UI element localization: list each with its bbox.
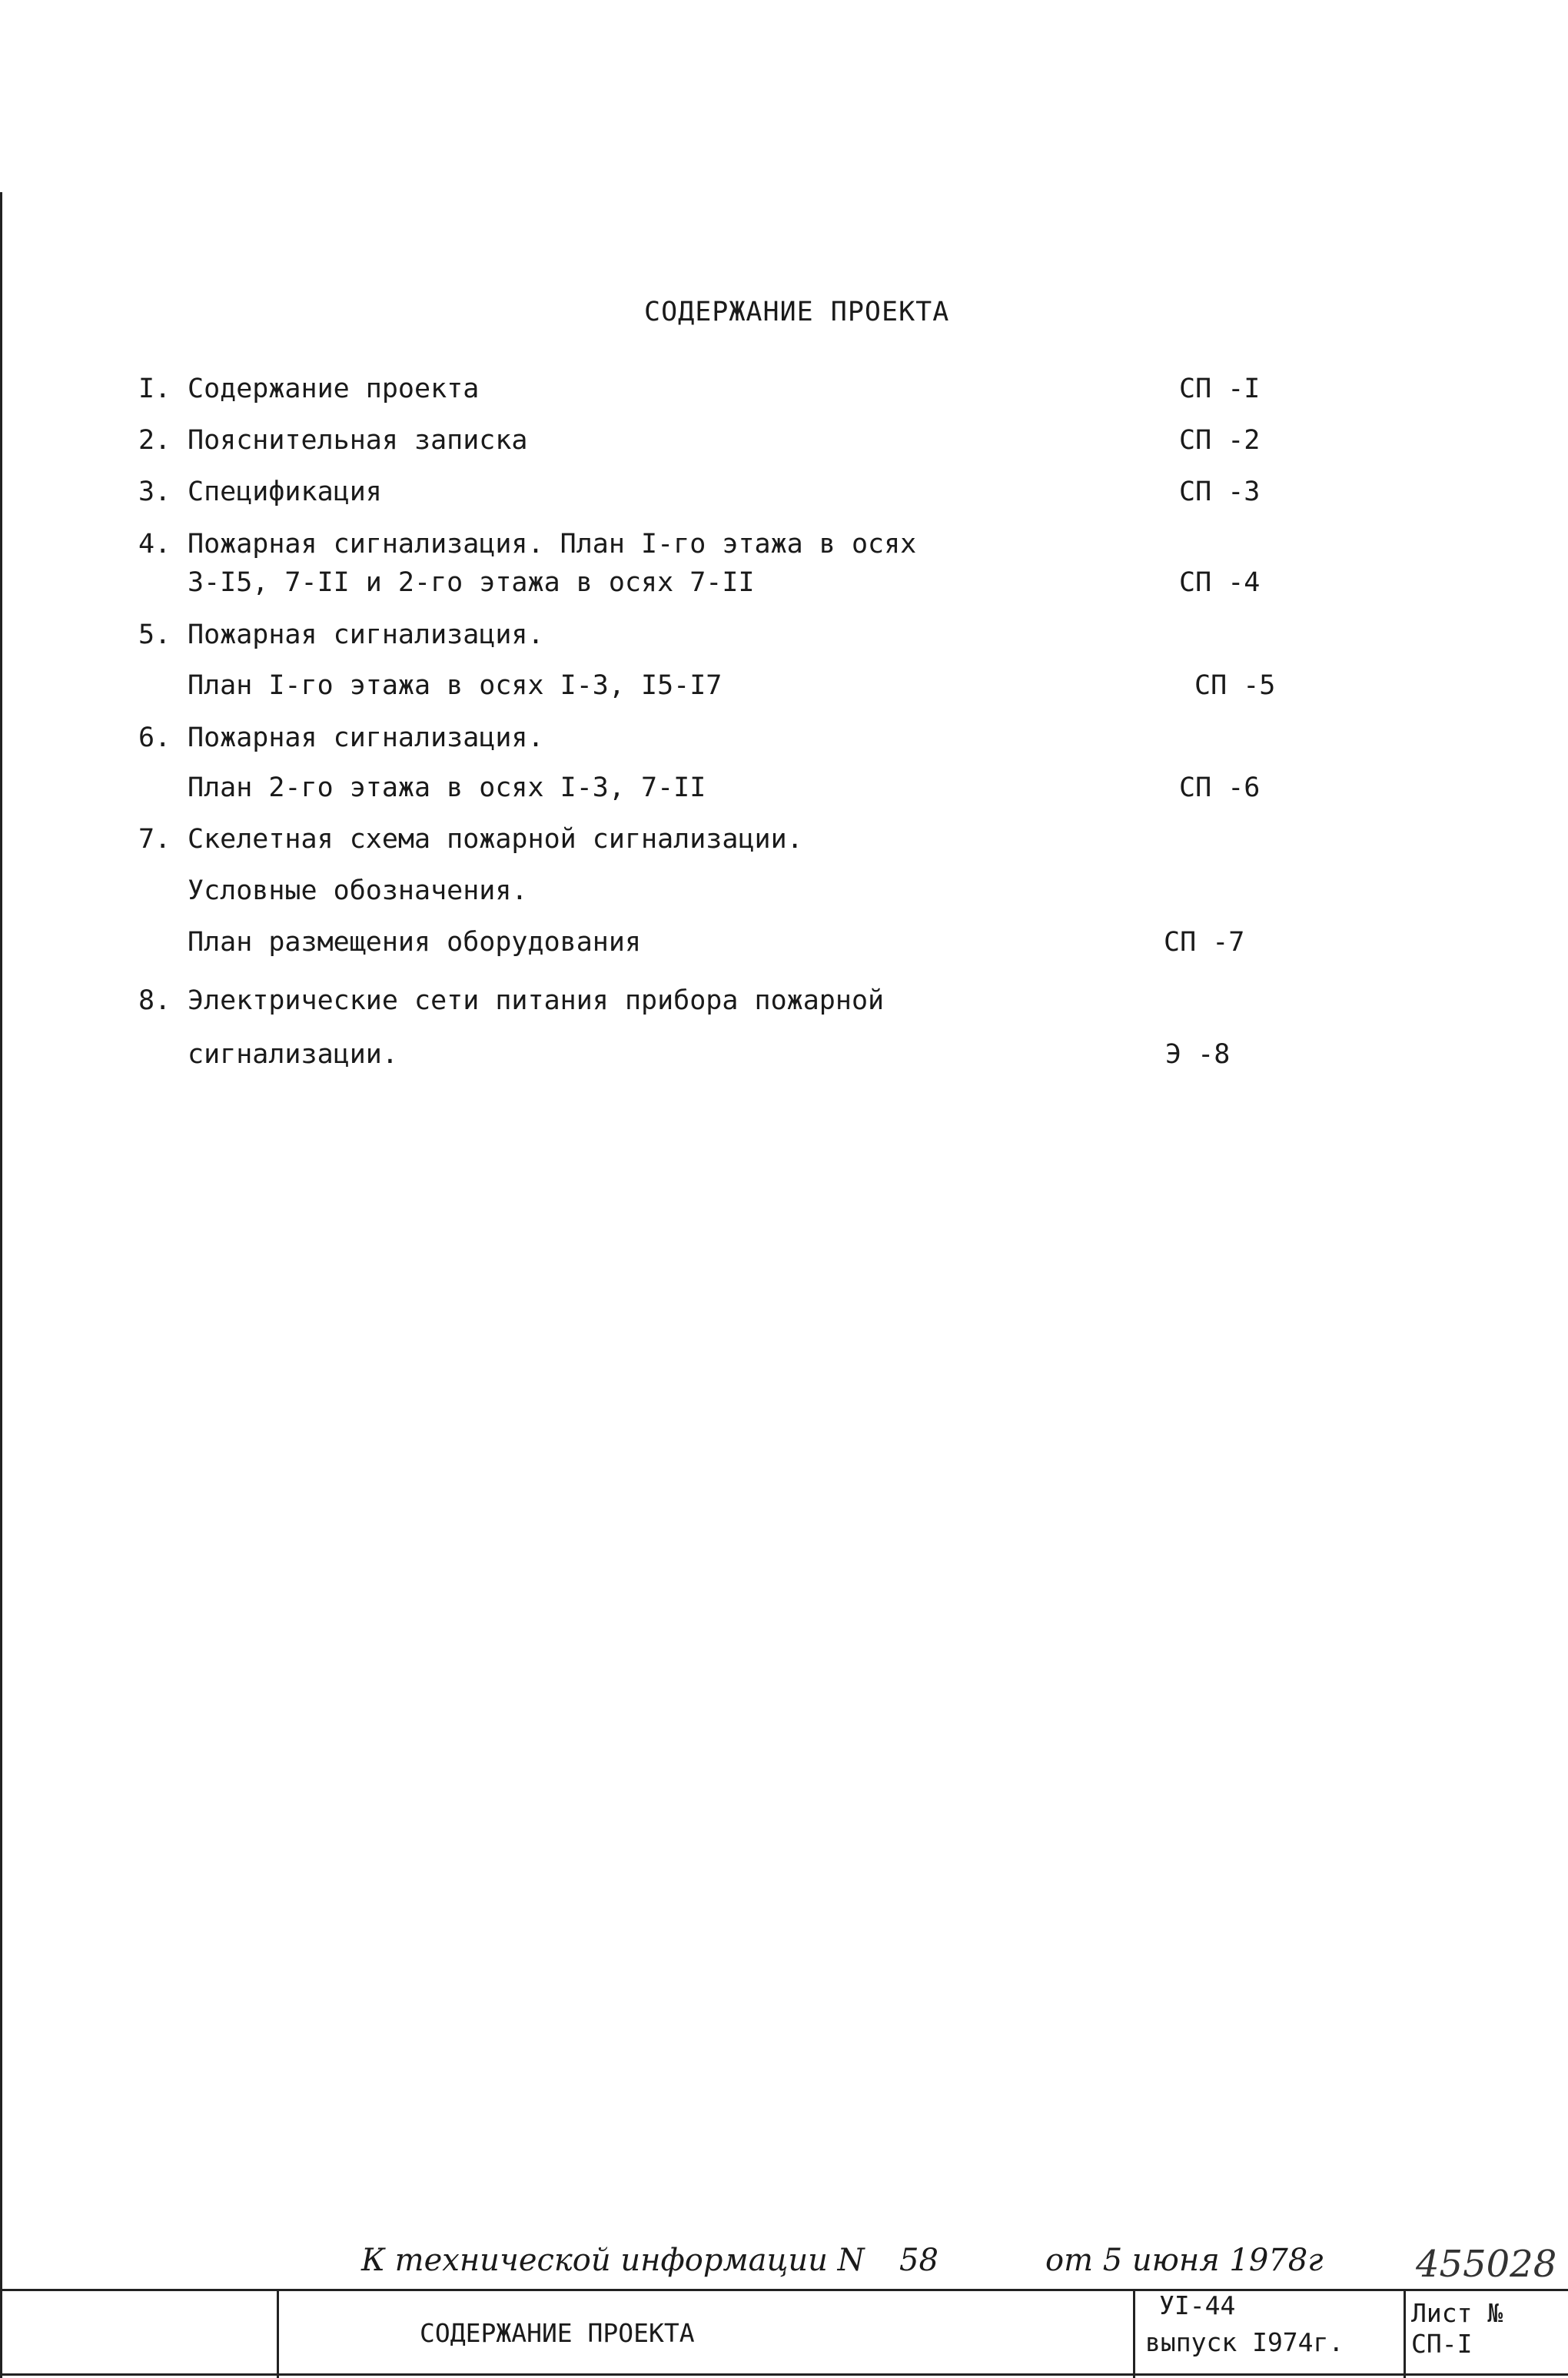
stamp-series: УI-44 (1159, 2290, 1236, 2320)
item-number: 3. (138, 477, 171, 507)
stamp-sheet-value: СП-I (1411, 2329, 1473, 2359)
item-code: СП -4 (1179, 567, 1261, 598)
item-code: СП -7 (1164, 927, 1245, 958)
stamp-top-line (0, 2289, 1568, 2291)
stamp-issue: выпуск I974г. (1145, 2327, 1344, 2357)
item-number: I. (138, 374, 171, 404)
item-code: СП -3 (1179, 477, 1261, 507)
item-number: 5. (138, 619, 171, 650)
item-code: СП -I (1179, 374, 1261, 404)
stamp-bottom-line (0, 2373, 1568, 2376)
stamp-sheet-label: Лист № (1411, 2298, 1503, 2328)
page-title: СОДЕРЖАНИЕ ПРОЕКТА (644, 297, 950, 327)
item-number: 6. (138, 722, 171, 753)
stamp-divider (1404, 2289, 1406, 2378)
item-number: 2. (138, 425, 171, 456)
item-code: СП -5 (1194, 670, 1276, 701)
item-number: 8. (138, 985, 171, 1016)
handwritten-archive-number: 455028 (1416, 2243, 1557, 2286)
item-number: 7. (138, 824, 171, 855)
footer-note-prefix: К технической информации N (361, 2243, 865, 2278)
left-margin-rule (0, 192, 2, 2378)
item-code: Э -8 (1165, 1039, 1231, 1070)
stamp-divider (277, 2289, 279, 2378)
item-code: СП -6 (1179, 772, 1261, 803)
footer-note-number: 58 (899, 2243, 938, 2278)
footer-note-date: от 5 июня 1978г (1045, 2243, 1324, 2278)
item-code: СП -2 (1179, 425, 1261, 456)
stamp-title: СОДЕРЖАНИЕ ПРОЕКТА (420, 2318, 695, 2348)
item-number: 4. (138, 529, 171, 560)
stamp-divider (1133, 2289, 1135, 2378)
